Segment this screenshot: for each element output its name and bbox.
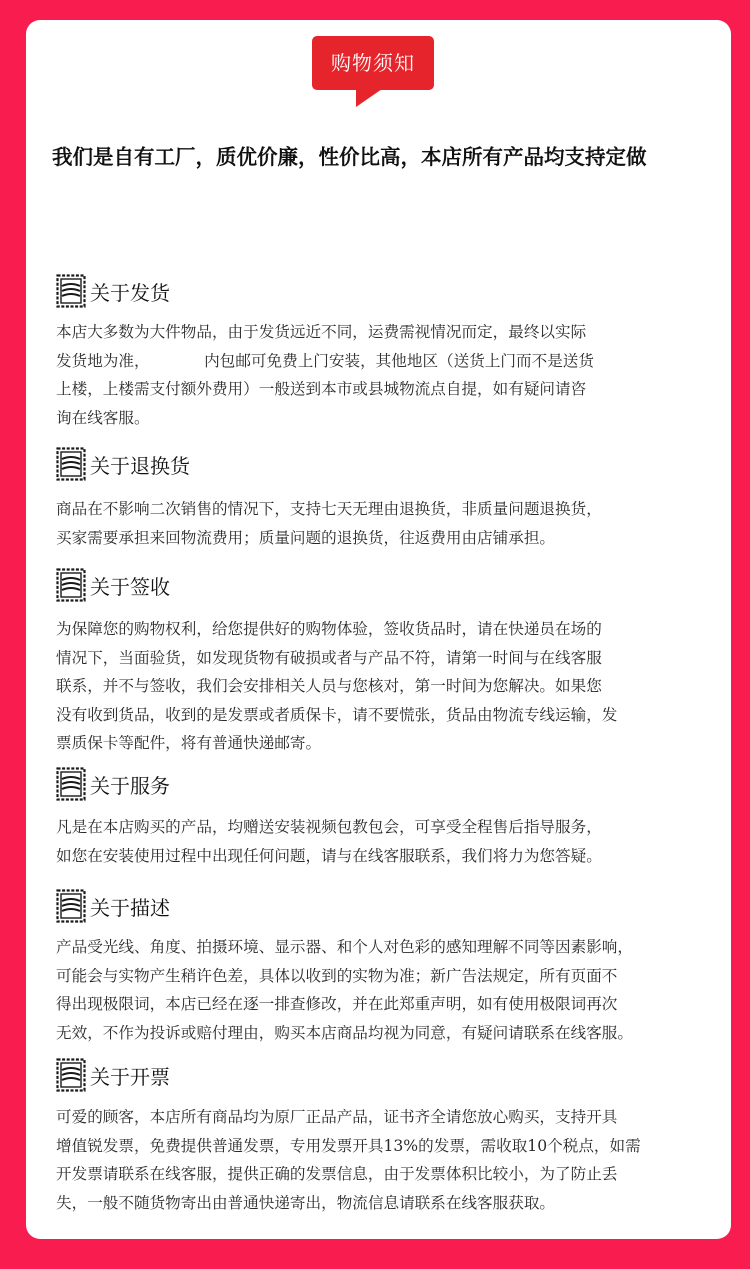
text-line: 可能会与实物产生稍许色差，具体以收到的实物为准；新广告法规定，所有页面不	[56, 966, 618, 985]
section-title-shipping	[56, 273, 170, 309]
text-line: 产品受光线、角度、拍摄环境、显示器、和个人对色彩的感知理解不同等因素影响，	[56, 938, 633, 956]
section-body-returns	[56, 495, 716, 552]
text-line: 得出现极限词，本店已经在逐一排查修改，并在此郑重声明，如有使用极限词再次	[56, 995, 618, 1013]
section-title-text: 关于开票	[90, 1064, 170, 1089]
text-line: 可爱的顾客，本店所有商品均为原厂正品产品，证书齐全请您放心购买，支持开具	[56, 1108, 618, 1126]
text-line: 失，一般不随货物寄出由普通快递寄出，物流信息请联系在线客服获取。	[56, 1193, 556, 1212]
section-title-invoice	[56, 1057, 170, 1093]
stamp-icon	[56, 767, 86, 801]
text-line: 无效，不作为投诉或赔付理由，购买本店商品均视为同意，有疑问请联系在线客服。	[56, 1023, 633, 1042]
text-line: 凡是在本店购买的产品，均赠送安装视频包教包会，可享受全程售后指导服务，	[56, 818, 602, 836]
text-line: 询在线客服。	[56, 408, 150, 427]
text-line: 买家需要承担来回物流费用；质量问题的退换货，往返费用由店铺承担。	[56, 528, 556, 547]
section-title-text: 关于退换货	[90, 453, 190, 478]
text-line: 情况下，当面验货，如发现货物有破损或者与产品不符，请第一时间与在线客服	[56, 648, 602, 667]
stamp-icon	[56, 889, 86, 923]
section-body-shipping	[56, 318, 716, 432]
section-body-signing	[56, 615, 716, 758]
banner-tail	[356, 89, 382, 107]
text-line: 如您在安装使用过程中出现任何问题，请与在线客服联系，我们将力为您答疑。	[56, 846, 602, 865]
section-body-description	[56, 933, 716, 1047]
stamp-icon	[56, 1058, 86, 1092]
section-title-text: 关于发货	[90, 280, 170, 305]
text-line: 票质保卡等配件，将有普通快递邮寄。	[56, 734, 322, 752]
text-line: 本店大多数为大件物品，由于发货远近不同，运费需视情况而定，最终以实际	[56, 323, 587, 341]
stamp-icon	[56, 274, 86, 308]
section-title-service	[56, 766, 170, 802]
text-line: 联系，并不与签收，我们会安排相关人员与您核对，第一时间为您解决。如果您	[56, 677, 602, 695]
text-line: 为保障您的购物权利，给您提供好的购物体验，签收货品时，请在快递员在场的	[56, 620, 602, 638]
text-line: 开发票请联系在线客服，提供正确的发票信息，由于发票体积比较小，为了防止丢	[56, 1165, 618, 1183]
text-line: 上楼，上楼需支付额外费用）一般送到本市或县城物流点自提，如有疑问请咨	[56, 380, 587, 398]
text-line: 发货地为准， 内包邮可免费上门安装，其他地区（送货上门而不是送货	[56, 351, 594, 370]
section-title-text: 关于服务	[90, 773, 170, 798]
stamp-icon	[56, 568, 86, 602]
section-title-description	[56, 888, 170, 924]
stamp-icon	[56, 447, 86, 481]
text-line: 增值锐发票，免费提供普通发票，专用发票开具13%的发票，需收取10个税点，如需	[56, 1136, 641, 1155]
text-line: 没有收到货品，收到的是发票或者质保卡，请不要慌张，货品由物流专线运输，发	[56, 705, 618, 724]
text-line: 商品在不影响二次销售的情况下，支持七天无理由退换货，非质量问题退换货，	[56, 500, 602, 518]
section-title-text: 关于描述	[90, 895, 170, 920]
page-headline: 我们是自有工厂，质优价廉，性价比高，本店所有产品均支持定做	[52, 145, 647, 169]
shopping-notice-banner: 购物须知	[312, 36, 434, 90]
section-title-returns	[56, 446, 190, 482]
section-title-text: 关于签收	[90, 574, 170, 599]
section-title-signing	[56, 567, 170, 603]
section-body-invoice	[56, 1103, 716, 1217]
section-body-service	[56, 813, 716, 870]
